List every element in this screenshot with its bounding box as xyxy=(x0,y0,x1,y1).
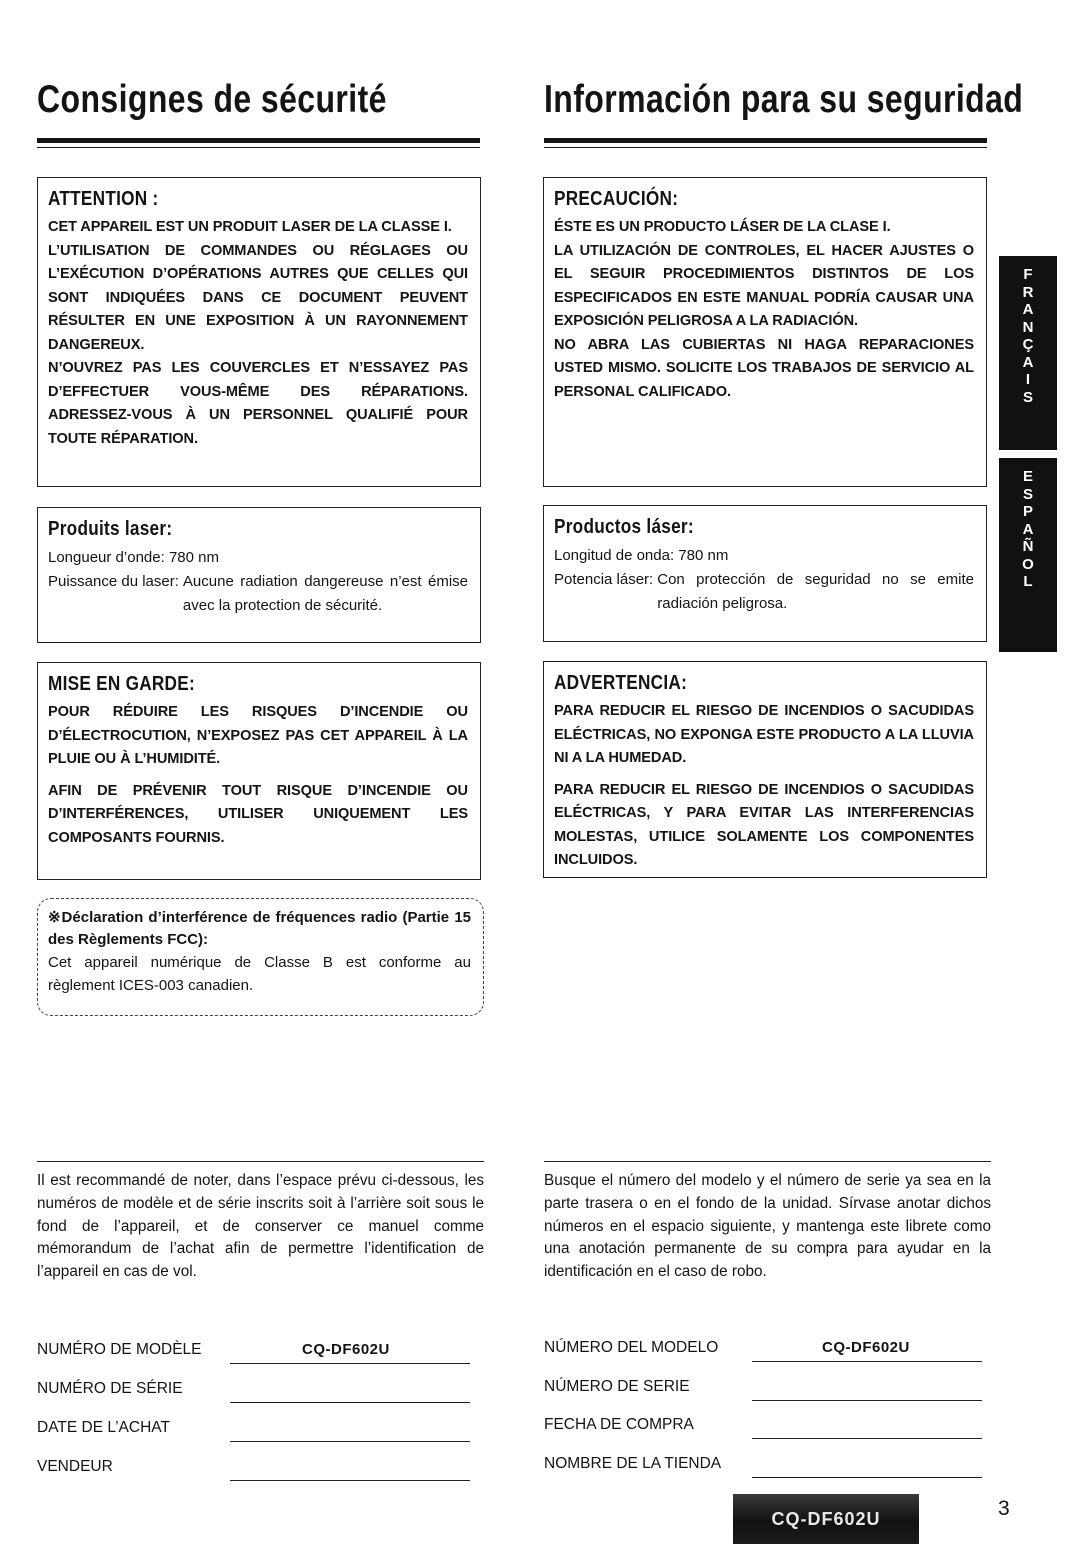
attention-paragraph-2: L’UTILISATION DE COMMANDES OU RÉGLAGES OU L’EXÉCUTION D’OPÉRATIONS AUTRES QUE CELLES QUI SONT INDIQUÉES DANS CE DOCUMENT PEUVENT RÉSULTER EN UNE EXPOSITION À UN RAYONNEMENT DANGEREUX. xyxy=(48,242,468,353)
french-intro-text: Il est recommandé de noter, dans l’espace prévu ci-dessous, les numéros de modèle et de série inscrits soit à l’arrière soit sous le fond de l’appareil, et de conserver ce manuel comme mémorandum de l’achat afin de permettre l’identification de l’appareil en cas de vol. xyxy=(37,1172,484,1281)
side-tab-letter: E xyxy=(1022,468,1033,485)
produits-laser-box xyxy=(37,507,481,643)
spanish-page-title: Información para su seguridad xyxy=(544,78,1024,121)
mise-en-garde-heading: MISE EN GARDE: xyxy=(48,673,195,695)
spanish-title-rule xyxy=(544,138,987,143)
advertencia-paragraph-2: PARA REDUCIR EL RIESGO DE INCENDIOS O SACUDIDAS ELÉCTRICAS, Y PARA EVITAR LAS INTERFERENCIAS MOLESTAS, UTILICE SOLAMENTE LOS COMPONENTES INCLUIDOS. xyxy=(554,781,974,868)
laser-power-label-es: Potencia láser: xyxy=(554,571,654,588)
store-name-line-es[interactable] xyxy=(752,1477,982,1478)
model-badge: CQ-DF602U xyxy=(733,1494,919,1544)
seller-line-fr[interactable] xyxy=(230,1480,470,1481)
side-tab-letter: P xyxy=(1022,503,1033,520)
french-intro-rule xyxy=(37,1161,484,1162)
side-tab-letter: Ç xyxy=(1022,336,1034,353)
fcc-body: Cet appareil numérique de Classe B est conforme au règlement ICES-003 canadien. xyxy=(48,954,471,994)
advertencia-box xyxy=(543,661,987,878)
laser-power-value-fr: Aucune radiation dangereuse n’est émise avec la protection de sécurité. xyxy=(182,573,468,614)
model-number-label-es: NÚMERO DEL MODELO xyxy=(544,1339,719,1356)
precaucion-paragraph-1: ÉSTE ES UN PRODUCTO LÁSER DE LA CLASE I. xyxy=(554,219,891,235)
model-number-line-fr[interactable] xyxy=(230,1363,470,1364)
precaucion-box xyxy=(543,177,987,487)
model-number-value-es: CQ-DF602U xyxy=(822,1339,910,1356)
store-name-label-es: NOMBRE DE LA TIENDA xyxy=(544,1455,722,1472)
side-tab-letter: A xyxy=(1022,520,1034,538)
laser-power-es xyxy=(554,568,974,616)
mise-en-garde-paragraph-2: AFIN DE PRÉVENIR TOUT RISQUE D’INCENDIE OU D’INTERFÉRENCES, UTILISER UNIQUEMENT LES COMPOSANTS FOURNIS. xyxy=(48,782,468,846)
wavelength-es: Longitud de onda: 780 nm xyxy=(554,547,729,564)
mise-en-garde-paragraph-1: POUR RÉDUIRE LES RISQUES D’INCENDIE OU D’ÉLECTROCUTION, N’EXPOSEZ PAS CET APPAREIL À LA PLUIE OU À L’HUMIDITÉ. xyxy=(48,704,468,767)
precaucion-paragraph-3: NO ABRA LAS CUBIERTAS NI HAGA REPARACIONES USTED MISMO. SOLICITE LOS TRABAJOS DE SERVICIO AL PERSONAL CALIFICADO. xyxy=(554,336,974,400)
side-tab-letter: Ñ xyxy=(1022,538,1034,555)
mise-en-garde-box xyxy=(37,662,481,880)
serial-number-line-es[interactable] xyxy=(752,1400,982,1401)
spanish-intro-rule xyxy=(544,1161,991,1162)
side-tab-letter: A xyxy=(1022,301,1034,318)
purchase-date-label-es: FECHA DE COMPRA xyxy=(544,1416,694,1433)
side-tab-letter: I xyxy=(1025,371,1031,388)
french-page-title: Consignes de sécurité xyxy=(37,78,387,121)
purchase-date-label-fr: DATE DE L’ACHAT xyxy=(37,1419,170,1436)
side-tab-letter: A xyxy=(1022,353,1034,371)
side-tab-letter: N xyxy=(1022,318,1034,336)
fcc-declaration-box xyxy=(37,898,484,1016)
fcc-heading: ※Déclaration d’interférence de fréquences radio (Partie 15 des Règlements FCC): xyxy=(48,909,471,948)
side-tab-francais xyxy=(999,256,1057,450)
attention-box xyxy=(37,177,481,487)
purchase-date-line-es[interactable] xyxy=(752,1438,982,1439)
side-tab-letter: F xyxy=(1023,266,1033,283)
serial-number-line-fr[interactable] xyxy=(230,1402,470,1403)
model-number-line-es[interactable] xyxy=(752,1361,982,1362)
laser-power-label-fr: Puissance du laser: xyxy=(48,573,179,590)
serial-number-label-fr: NUMÉRO DE SÉRIE xyxy=(37,1380,183,1397)
side-tab-letter: R xyxy=(1022,283,1034,301)
advertencia-heading: ADVERTENCIA: xyxy=(554,672,688,694)
precaucion-paragraph-2: LA UTILIZACIÓN DE CONTROLES, EL HACER AJUSTES O EL SEGUIR PROCEDIMIENTOS DISTINTOS DE LOS ESPECIFICADOS EN ESTE MANUAL PODRÍA CAUSAR UNA EXPOSICIÓN PELIGROSA A LA RADIACIÓN. xyxy=(554,242,974,329)
precaucion-heading: PRECAUCIÓN: xyxy=(554,188,679,210)
laser-power-fr xyxy=(48,570,468,618)
serial-number-label-es: NÚMERO DE SERIE xyxy=(544,1378,690,1395)
advertencia-paragraph-1: PARA REDUCIR EL RIESGO DE INCENDIOS O SACUDIDAS ELÉCTRICAS, NO EXPONGA ESTE PRODUCTO A LA LLUVIA NI A LA HUMEDAD. xyxy=(554,703,974,766)
productos-laser-box xyxy=(543,505,987,642)
wavelength-fr: Longueur d’onde: 780 nm xyxy=(48,549,219,566)
attention-heading: ATTENTION : xyxy=(48,188,159,210)
side-tab-letter: O xyxy=(1022,555,1034,573)
laser-power-value-es: Con protección de seguridad no se emite radiación peligrosa. xyxy=(657,571,974,612)
french-title-rule xyxy=(37,138,480,143)
purchase-date-line-fr[interactable] xyxy=(230,1441,470,1442)
model-number-value-fr: CQ-DF602U xyxy=(302,1341,390,1358)
side-tab-letter: S xyxy=(1022,485,1033,503)
productos-laser-heading: Productos láser: xyxy=(554,516,694,538)
attention-paragraph-1: CET APPAREIL EST UN PRODUIT LASER DE LA CLASSE I. xyxy=(48,219,452,235)
side-tab-letter: L xyxy=(1023,573,1033,590)
side-tab-espanol xyxy=(999,458,1057,652)
spanish-intro-text: Busque el número del modelo y el número de serie ya sea en la parte trasera o en el fondo de la unidad. Sírvase anotar dichos números en el espacio siguiente, y mantenga este librete como una anotación permanente de su compra para ayudar en la identificación en el caso de robo. xyxy=(544,1172,991,1281)
seller-label-fr: VENDEUR xyxy=(37,1458,113,1475)
produits-laser-heading: Produits laser: xyxy=(48,518,173,540)
attention-paragraph-3: N’OUVREZ PAS LES COUVERCLES ET N’ESSAYEZ PAS D’EFFECTUER VOUS-MÊME DES RÉPARATIONS. ADRESSEZ-VOUS À UN PERSONNEL QUALIFIÉ POUR TOUTE RÉPARATION. xyxy=(48,360,468,447)
page-number: 3 xyxy=(998,1497,1010,1520)
model-number-label-fr: NUMÉRO DE MODÈLE xyxy=(37,1341,202,1358)
side-tab-letter: S xyxy=(1022,388,1033,406)
